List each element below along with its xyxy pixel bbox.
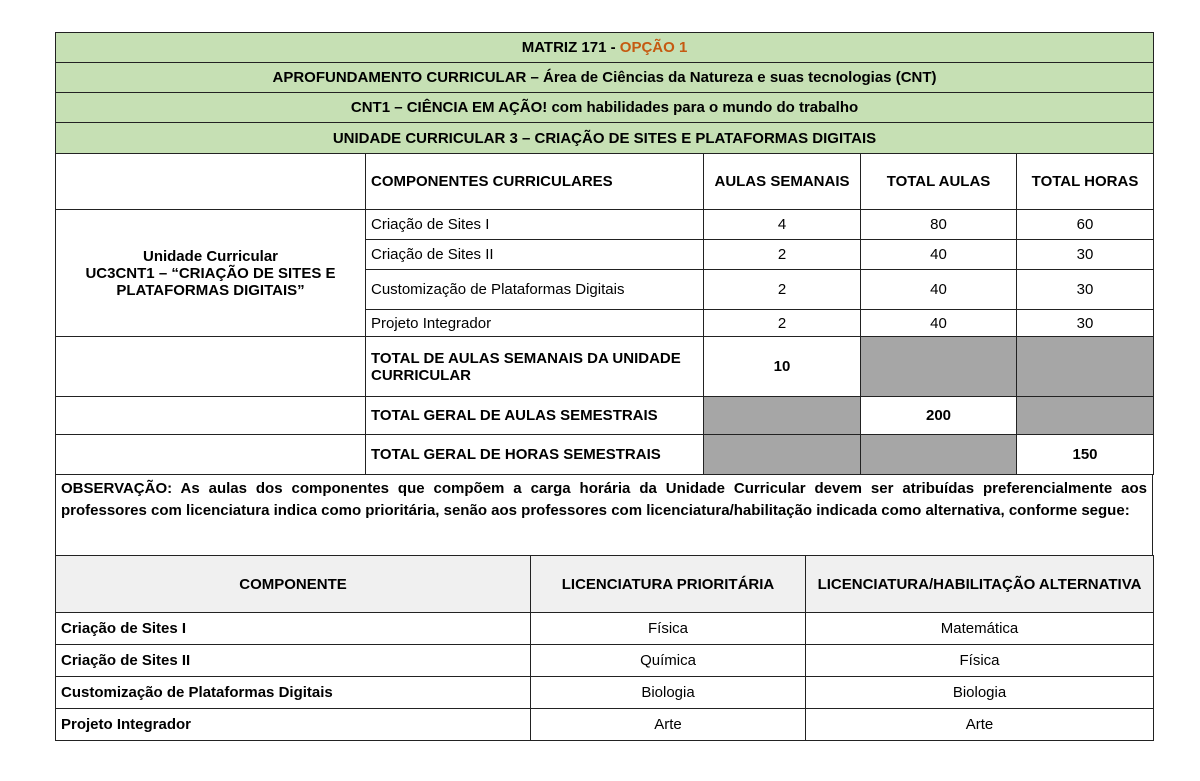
- shaded-cell: [861, 435, 1017, 475]
- unit-label: [56, 210, 366, 337]
- matrix-title: [56, 33, 1154, 63]
- program-subtitle: CNT1 – CIÊNCIA EM AÇÃO! com habilidades para o mundo do trabalho: [56, 93, 1154, 123]
- alternativa: Matemática: [806, 613, 1154, 645]
- teacher-qualification-table: [55, 555, 1154, 741]
- total-horas: 60: [1017, 210, 1154, 240]
- alternativa: Arte: [806, 709, 1154, 741]
- empty-cell: [56, 154, 366, 210]
- total-horas: 30: [1017, 240, 1154, 270]
- title-option: OPÇÃO 1: [619, 39, 688, 56]
- component-name: Criação de Sites I: [366, 210, 704, 240]
- title-prefix: MATRIZ 171 -: [521, 39, 620, 56]
- header-componentes: COMPONENTES CURRICULARES: [366, 154, 704, 210]
- total-horas: 30: [1017, 270, 1154, 310]
- prioritaria: Arte: [531, 709, 806, 741]
- total-horas-label: TOTAL GERAL DE HORAS SEMESTRAIS: [366, 435, 704, 475]
- empty-cell: [56, 337, 366, 397]
- aulas-semanais: 4: [704, 210, 861, 240]
- header-alternativa: LICENCIATURA/HABILITAÇÃO ALTERNATIVA: [806, 556, 1154, 613]
- teacher-component: Criação de Sites II: [56, 645, 531, 677]
- total-semanais-value: 10: [704, 337, 861, 397]
- total-aulas: 40: [861, 240, 1017, 270]
- teacher-component: Projeto Integrador: [56, 709, 531, 741]
- shaded-cell: [704, 435, 861, 475]
- teacher-component: Criação de Sites I: [56, 613, 531, 645]
- aulas-semanais: 2: [704, 270, 861, 310]
- unit-label-line2: UC3CNT1 – “CRIAÇÃO DE SITES E PLATAFORMAS DIGITAIS”: [85, 264, 336, 299]
- header-componente: COMPONENTE: [56, 556, 531, 613]
- total-aulas: 80: [861, 210, 1017, 240]
- observation-note: OBSERVAÇÃO: As aulas dos componentes que compõem a carga horária da Unidade Curricular devem ser atribuídas preferencialmente aos professores com licenciatura indica como prioritária, senão aos professores com licenciatura/habilitação indicada como alternativa, conforme segue:: [55, 474, 1153, 559]
- alternativa: Biologia: [806, 677, 1154, 709]
- alternativa: Física: [806, 645, 1154, 677]
- component-name: Projeto Integrador: [366, 310, 704, 337]
- unit-subtitle: UNIDADE CURRICULAR 3 – CRIAÇÃO DE SITES E PLATAFORMAS DIGITAIS: [56, 123, 1154, 154]
- total-aulas: 40: [861, 310, 1017, 337]
- header-total-horas: TOTAL HORAS: [1017, 154, 1154, 210]
- shaded-cell: [1017, 397, 1154, 435]
- area-subtitle: APROFUNDAMENTO CURRICULAR – Área de Ciências da Natureza e suas tecnologias (CNT): [56, 63, 1154, 93]
- curriculum-matrix-table: [55, 32, 1154, 475]
- prioritaria: Biologia: [531, 677, 806, 709]
- total-aulas: 40: [861, 270, 1017, 310]
- prioritaria: Química: [531, 645, 806, 677]
- shaded-cell: [1017, 337, 1154, 397]
- total-semanais-label: TOTAL DE AULAS SEMANAIS DA UNIDADE CURRICULAR: [366, 337, 704, 397]
- total-horas-value: 150: [1017, 435, 1154, 475]
- shaded-cell: [704, 397, 861, 435]
- header-aulas-semanais: AULAS SEMANAIS: [704, 154, 861, 210]
- total-aulas-value: 200: [861, 397, 1017, 435]
- prioritaria: Física: [531, 613, 806, 645]
- header-total-aulas: TOTAL AULAS: [861, 154, 1017, 210]
- total-horas: 30: [1017, 310, 1154, 337]
- component-name: Customização de Plataformas Digitais: [366, 270, 704, 310]
- total-aulas-label: TOTAL GERAL DE AULAS SEMESTRAIS: [366, 397, 704, 435]
- component-name: Criação de Sites II: [366, 240, 704, 270]
- empty-cell: [56, 435, 366, 475]
- header-prioritaria: LICENCIATURA PRIORITÁRIA: [531, 556, 806, 613]
- unit-label-line1: Unidade Curricular: [142, 247, 279, 265]
- empty-cell: [56, 397, 366, 435]
- teacher-component: Customização de Plataformas Digitais: [56, 677, 531, 709]
- aulas-semanais: 2: [704, 240, 861, 270]
- shaded-cell: [861, 337, 1017, 397]
- aulas-semanais: 2: [704, 310, 861, 337]
